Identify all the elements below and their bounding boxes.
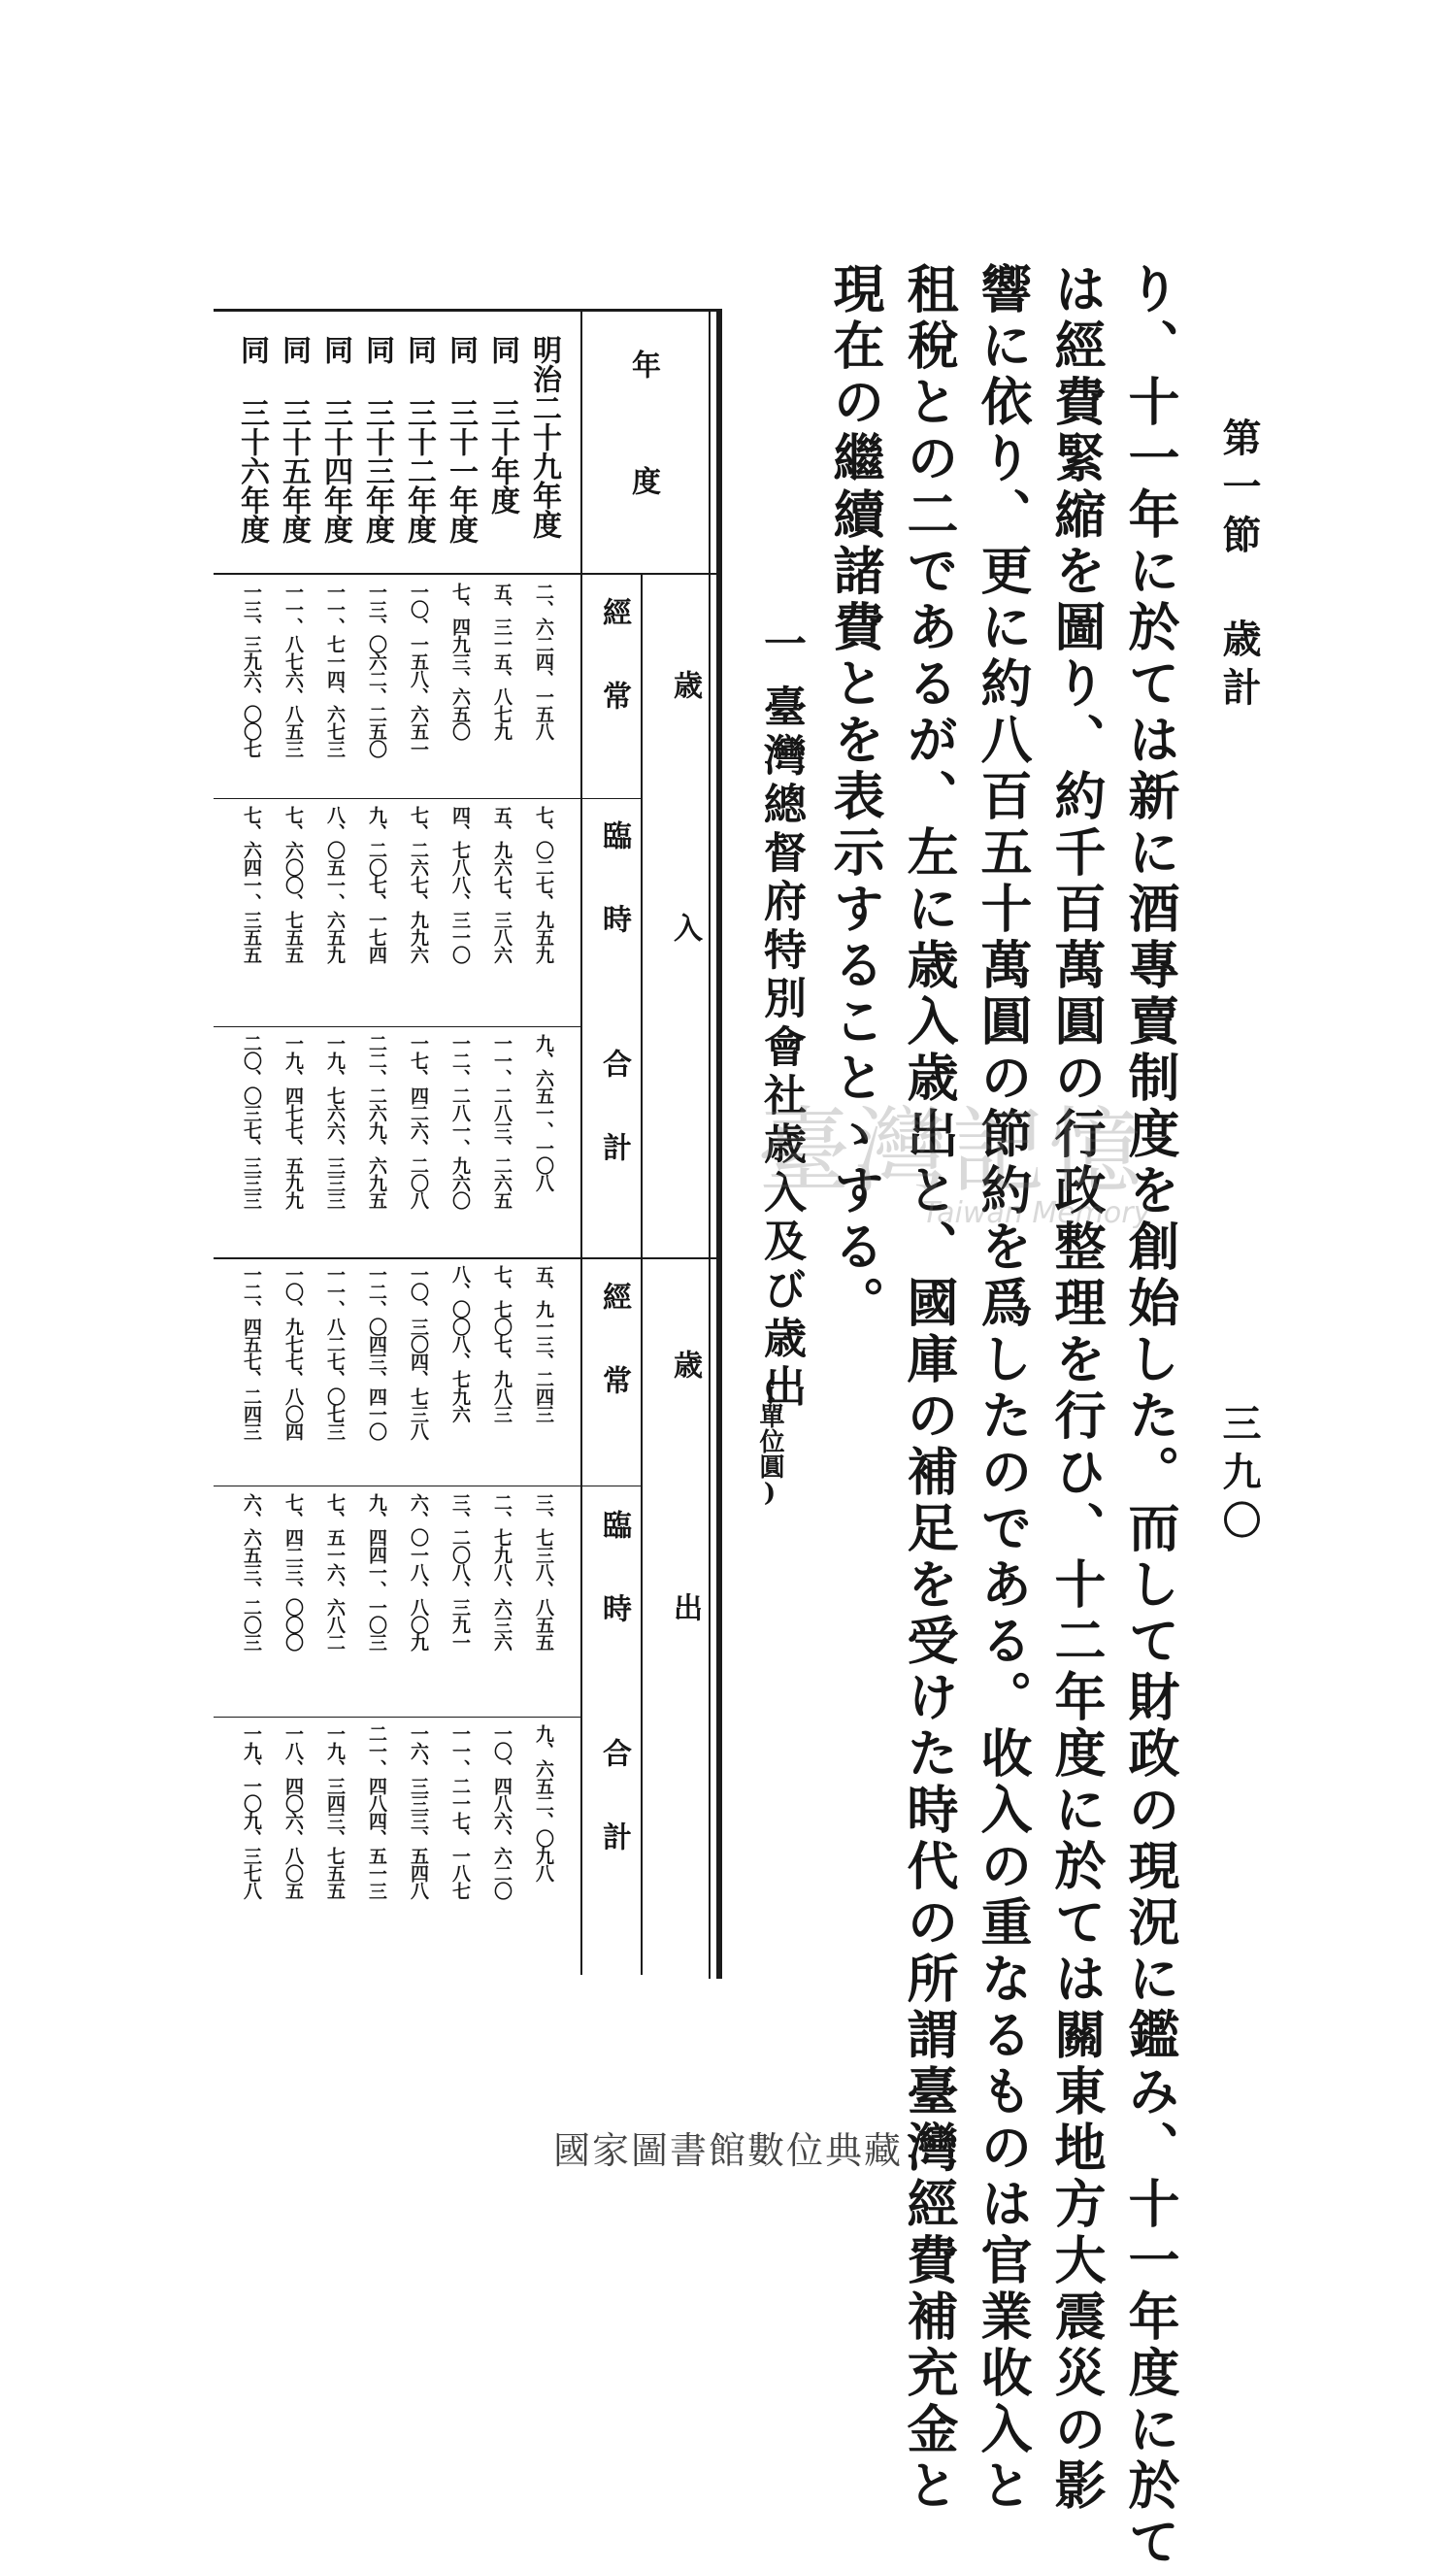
table-cell-rev-ord: 一三、三九六、〇〇七 [241,583,262,757]
body-line-3: 響に依り、更に約八百五十萬圓の節約を爲したのである。收入の重なるものは官業收入と [973,262,1033,2515]
table-cell-exp-total: 一一、二一七、一八七 [449,1724,471,1899]
table-cell-rev-total: 一九、七六六、三三三 [324,1034,346,1209]
table-cell-exp-ord: 一二、〇四三、四一〇 [366,1265,387,1440]
table-cell-exp-ext: 六、六五三、二〇三 [241,1493,262,1651]
table-cell-rev-ord: 一一、八七六、八五三 [282,583,304,757]
table-cell-exp-ext: 六、〇一八、八〇九 [408,1493,429,1651]
table-row-year: 同 三十三年度 [360,335,394,544]
table-cell-exp-ord: 一〇、三〇四、七三八 [408,1265,429,1440]
table-cell-rev-total: 一二、二八一、九六〇 [449,1034,471,1209]
table-cell-rev-ord: 二、六二四、一五八 [533,583,554,740]
watermark-logo: 臺灣記憶 [757,1097,1145,1206]
footer-caption: 國家圖書館數位典藏 [552,2129,903,2172]
header-exp-ordinary: 經常 [597,1282,631,1449]
watermark-subtext: Taiwan Memory [922,1196,1151,1230]
table-cell-exp-ext: 三、七三八、八五五 [533,1493,554,1651]
table-row-year: 同 三十六年度 [235,335,269,544]
table-cell-rev-ext: 七、二六七、九九六 [408,806,429,963]
body-line-5: 現在の繼續諸費とを表示することゝする。 [825,262,885,1332]
table-title: 臺灣總督府特別會社歳入及び歳出 [756,684,806,1413]
table-cell-exp-ord: 八、〇〇八、七九六 [449,1265,471,1422]
body-line-2: は經費緊縮を圖り、約千百萬圓の行政整理を行ひ、十二年度に於ては關東地方大震災の影 [1046,262,1107,2515]
table-cell-rev-total: 二二、二六九、六九五 [366,1034,387,1209]
table-cell-rev-total: 二〇、〇三七、三三三 [241,1034,262,1209]
table-cell-exp-ord: 一〇、九七七、八〇四 [282,1265,304,1440]
table-cell-rev-ord: 一三、〇六二、二五〇 [366,583,387,757]
section-header: 第一節 歳計 [1216,417,1262,716]
header-revenue: 歳入 [668,670,702,1155]
page-number: 三九〇 [1216,1403,1262,1549]
table-cell-exp-ord: 一一、八二七、〇七三 [324,1265,346,1440]
table-row-year: 同 三十五年度 [277,335,311,544]
header-rev-ordinary: 經常 [597,597,631,764]
table-cell-exp-ext: 七、四二三、〇〇〇 [282,1493,304,1651]
body-line-1: り、十一年に於ては新に酒專賣制度を創始した。而して財政の現況に鑑み、十一年度に於て [1120,262,1180,2571]
table-cell-exp-total: 一九、一〇九、三七八 [241,1724,262,1899]
table-row-year: 同 三十年度 [485,335,519,515]
table-cell-exp-total: 九、六五二、〇九八 [533,1724,554,1882]
table-cell-exp-total: 一六、三三三、五四八 [408,1724,429,1899]
header-exp-total: 合計 [597,1738,631,1905]
table-cell-rev-ord: 一〇、一五八、六五一 [408,583,429,757]
table-cell-rev-ext: 五、九六七、三八六 [491,806,513,963]
table-cell-rev-total: 一九、四七七、五九九 [282,1034,304,1209]
table-cell-rev-total: 一七、四二六、二〇八 [408,1034,429,1209]
table-row-year: 明治二十九年度 [527,335,561,539]
body-line-4: 租稅との二であるが、左に歳入歳出と、國庫の補足を受けた時代の所謂臺灣經費補充金と [899,262,959,2515]
table-cell-exp-ext: 三、二〇八、三九一 [449,1493,471,1651]
header-expenditure: 歳出 [668,1350,702,1835]
table-cell-exp-ext: 九、四四一、一〇三 [366,1493,387,1651]
table-cell-rev-total: 九、六五一、一〇八 [533,1034,554,1191]
table-cell-exp-total: 二一、四八四、五一三 [366,1724,387,1899]
header-rev-total: 合計 [597,1049,631,1216]
table-unit: (單位圓) [755,1374,784,1508]
table-cell-rev-ext: 九、二〇七、一七四 [366,806,387,963]
table-cell-rev-ord: 五、三一五、八七九 [491,583,513,740]
table-number: 一 [756,621,806,670]
table-row-year: 同 三十一年度 [444,335,478,544]
table-cell-exp-ext: 七、五一六、六八二 [324,1493,346,1651]
table-cell-rev-ord: 七、四九三、六五〇 [449,583,471,740]
table-cell-exp-total: 一〇、四八六、六二〇 [491,1724,513,1899]
header-exp-extraordinary: 臨時 [597,1510,631,1677]
table-cell-rev-ext: 七、〇二七、九五九 [533,806,554,963]
header-rev-extraordinary: 臨時 [597,820,631,987]
table-cell-rev-ext: 七、六四一、三五五 [241,806,262,963]
table-cell-exp-total: 一八、四〇六、八〇五 [282,1724,304,1899]
table-cell-rev-ord: 一一、七一四、六七三 [324,583,346,757]
table-cell-exp-total: 一九、三四三、七五五 [324,1724,346,1899]
header-year: 年度 [626,350,660,583]
table-cell-rev-ext: 七、六〇〇、七五五 [282,806,304,963]
table-cell-rev-ext: 八、〇五一、六五九 [324,806,346,963]
table-cell-exp-ord: 一二、四五七、二四三 [241,1265,262,1440]
table-cell-exp-ext: 二、七九八、六三六 [491,1493,513,1651]
table-cell-exp-ord: 五、九一三、二四三 [533,1265,554,1422]
table-cell-exp-ord: 七、七〇七、九八三 [491,1265,513,1422]
table-row-year: 同 三十二年度 [402,335,436,544]
table-cell-rev-ext: 四、七八八、三一〇 [449,806,471,963]
table-cell-rev-total: 一一、二八三、二六五 [491,1034,513,1209]
table-row-year: 同 三十四年度 [318,335,352,544]
